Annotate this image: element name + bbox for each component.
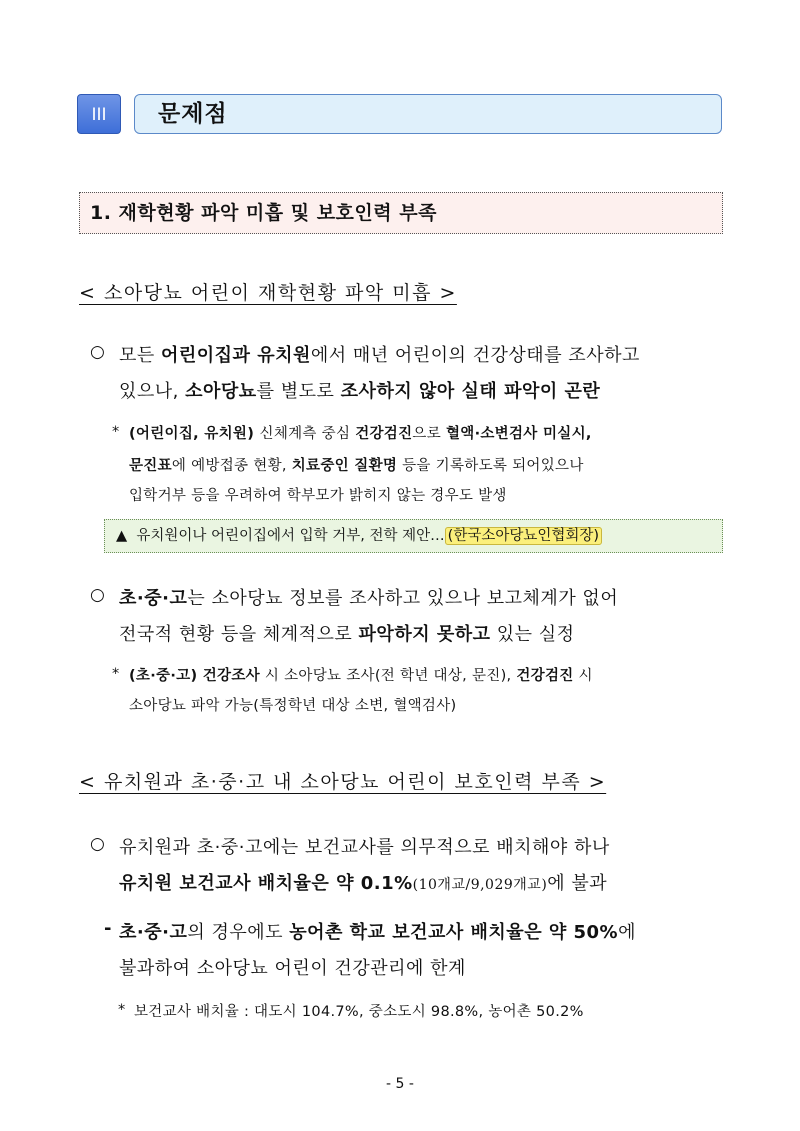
- emphasis-text: 초·중·고: [119, 588, 188, 609]
- part1-heading: < 소아당뇨 어린이 재학현황 파악 미흡 >: [79, 282, 457, 304]
- emphasis-text: 문진표: [129, 458, 172, 474]
- dash-marker: -: [104, 918, 112, 939]
- part1-note2-line2: 소아당뇨 파악 가능(특정학년 대상 소변, 혈액검사): [129, 698, 457, 714]
- text: 에서 매년 어린이의 건강상태를 조사하고: [310, 345, 640, 366]
- part1-note1-line2: [129, 454, 584, 475]
- text: 에 예방접종 현황,: [171, 458, 292, 474]
- subsection-title: 1. 재학현황 파악 미흡 및 보호인력 부족: [90, 202, 437, 224]
- part1-bullet2-line1: [119, 584, 618, 610]
- part2-heading: < 유치원과 초·중·고 내 소아당뇨 어린이 보호인력 부족 >: [79, 771, 607, 793]
- emphasis-text: 혈액·소변검사 미실시,: [445, 426, 592, 442]
- text: 를 별도로: [256, 381, 341, 402]
- text: 모든: [119, 345, 161, 366]
- quote-text: [116, 519, 602, 553]
- text: (10개교/9,029개교): [412, 877, 548, 893]
- emphasis-text: 파악하지 못하고: [358, 624, 491, 645]
- emphasis-text: 농어촌 학교 보건교사 배치율은 약 50%: [289, 922, 619, 943]
- text: 등을 기록하도록 되어있으나: [397, 458, 584, 474]
- text: 으로: [412, 426, 446, 442]
- part1-note1-line1: [129, 422, 592, 443]
- part1-bullet1-line1: [119, 341, 640, 367]
- note-marker: *: [112, 424, 120, 440]
- emphasis-text: 소아당뇨: [185, 381, 257, 402]
- emphasis-text: 건강검진: [516, 668, 574, 684]
- part2-bullet1-line1: 유치원과 초·중·고에는 보건교사를 의무적으로 배치해야 하나: [119, 837, 610, 858]
- text: 시 소아당뇨 조사(전 학년 대상, 문진),: [259, 668, 517, 684]
- text: 전국적 현황 등을 체계적으로: [119, 624, 359, 645]
- part2-dash1-line2: 불과하여 소아당뇨 어린이 건강관리에 한계: [119, 958, 466, 979]
- note-marker: *: [112, 666, 120, 682]
- emphasis-text: 건강검진: [355, 426, 413, 442]
- text: 에: [618, 922, 636, 943]
- emphasis-text: 유치원 보건교사 배치율은 약 0.1%: [119, 873, 413, 894]
- text: 있는 실정: [490, 624, 575, 645]
- bullet-marker: ○: [90, 585, 105, 605]
- bullet-marker: ○: [90, 834, 105, 854]
- part2-note: 보건교사 배치율 : 대도시 104.7%, 중소도시 98.8%, 농어촌 50.2%: [134, 1004, 584, 1020]
- text: 신체계측 중심: [259, 426, 356, 442]
- emphasis-text: 초·중·고: [119, 922, 188, 943]
- text: 는 소아당뇨 정보를 조사하고 있으나 보고체계가 없어: [187, 588, 619, 609]
- part1-note2-line1: [129, 664, 593, 685]
- emphasis-text: 치료중인 질환명: [291, 458, 398, 474]
- text: 있으나,: [119, 381, 186, 402]
- part1-note1-line3: 입학거부 등을 우려하여 학부모가 밝히지 않는 경우도 발생: [129, 488, 507, 504]
- part1-bullet2-line2: [119, 620, 575, 646]
- section-number-badge: III: [77, 94, 121, 134]
- emphasis-text: 어린이집과 유치원: [161, 345, 311, 366]
- emphasis-text: (초·중·고) 건강조사: [129, 668, 260, 684]
- quote-source-highlight: (한국소아당뇨인협회장): [445, 527, 602, 545]
- emphasis-text: 조사하지 않아 실태 파악이 곤란: [340, 381, 601, 402]
- bullet-marker: ○: [90, 342, 105, 362]
- quote-body: 유치원이나 어린이집에서 입학 거부, 전학 제안…: [136, 528, 445, 544]
- text: 시: [573, 668, 593, 684]
- emphasis-text: (어린이집, 유치원): [129, 426, 260, 442]
- section-title: 문제점: [158, 101, 228, 127]
- page-number: - 5 -: [386, 1076, 414, 1092]
- part2-bullet1-line2: [119, 869, 607, 895]
- text: 의 경우에도: [187, 922, 290, 943]
- part2-dash1-line1: [119, 918, 636, 944]
- part1-bullet1-line2: [119, 377, 600, 403]
- triangle-icon: ▲: [116, 528, 128, 544]
- note-marker: *: [118, 1002, 126, 1018]
- text: 에 불과: [547, 873, 608, 894]
